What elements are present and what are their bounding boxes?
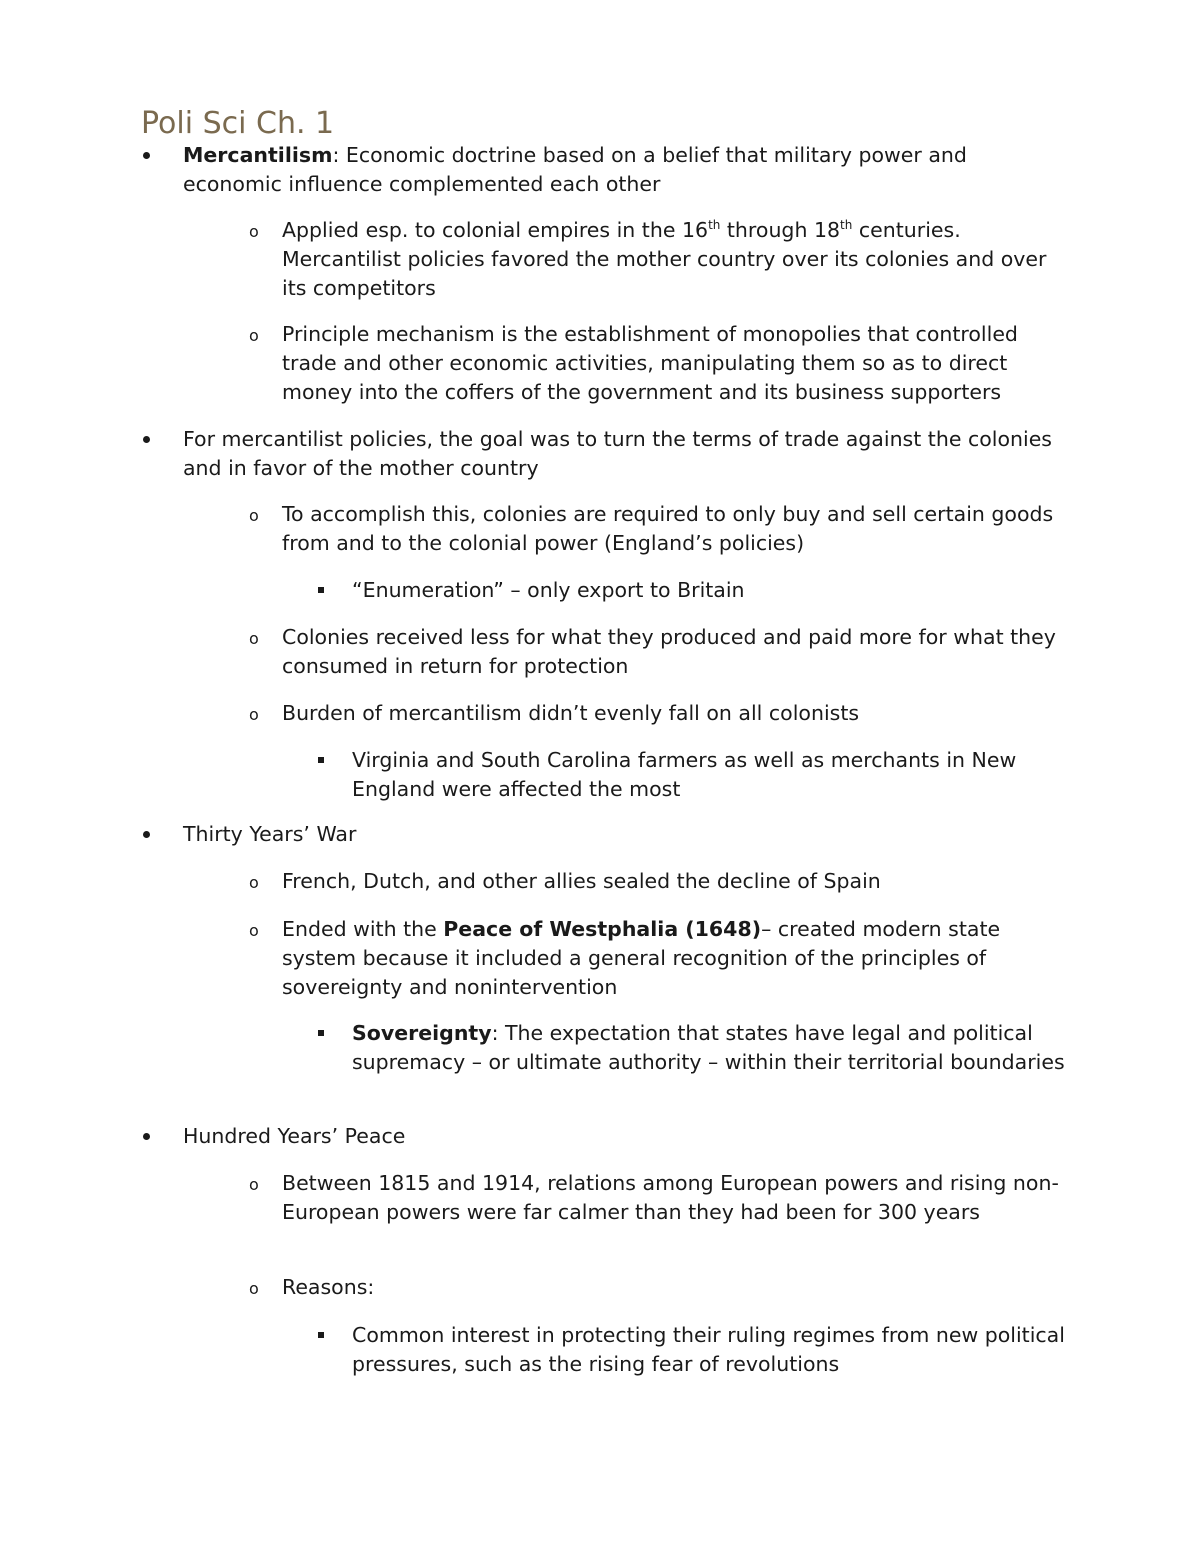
term-peace-of-westphalia: Peace of Westphalia (1648) xyxy=(443,917,762,941)
sub-item-principle-mechanism: o Principle mechanism is the establishment of monopolies that controlled trade and other economic activities, manipulating them so as to direct money into the coffers of the government and its business supporters xyxy=(249,322,1018,404)
square-bullet-icon xyxy=(318,757,324,763)
term-mercantilism: Mercantilism xyxy=(183,143,333,167)
bullet-item-mercantilist-policies: For mercantilist policies, the goal was to turn the terms of trade against the colonies and in favor of the mother country xyxy=(183,425,1063,483)
sub-item-reasons: o Reasons: xyxy=(282,1273,1072,1302)
circle-bullet-icon: o xyxy=(249,506,259,525)
circle-bullet-icon: o xyxy=(249,1175,259,1194)
circle-bullet-icon: o xyxy=(249,629,259,648)
document-title: Poli Sci Ch. 1 xyxy=(141,106,335,141)
sub-sub-item-common-interest: Common interest in protecting their ruling regimes from new political pressures, such as the rising fear of revolutions xyxy=(352,1321,1072,1379)
sub-item-accomplish: o To accomplish this, colonies are required to only buy and sell certain goods from and to the colonial power (England’s policies) xyxy=(249,502,1054,555)
sub-sub-item-sovereignty: Sovereignty: The expectation that states have legal and political supremacy – or ultimate authority – within their territorial boundaries xyxy=(352,1019,1072,1077)
definition-mercantilism: : Economic doctrine based on a belief that military power and economic influence complemented each other xyxy=(183,143,967,196)
sub-item-applied: o Applied esp. to colonial empires in the 16th through 18th centuries. Mercantilist policies favored the mother country over its colonies and over its competitors xyxy=(249,218,1047,300)
sub-item-burden: o Burden of mercantilism didn’t evenly fall on all colonists xyxy=(282,699,1072,728)
sub-item-colonies-received: o Colonies received less for what they produced and paid more for what they consumed in return for protection xyxy=(249,625,1056,678)
sub-sub-item-virginia: Virginia and South Carolina farmers as well as merchants in New England were affected the most xyxy=(352,746,1072,804)
bullet-icon xyxy=(143,1133,150,1140)
circle-bullet-icon: o xyxy=(249,326,259,345)
square-bullet-icon xyxy=(318,1030,324,1036)
circle-bullet-icon: o xyxy=(249,921,259,940)
bullet-icon xyxy=(143,436,150,443)
circle-bullet-icon: o xyxy=(249,873,259,892)
bullet-icon xyxy=(143,831,150,838)
square-bullet-icon xyxy=(318,1332,324,1338)
bullet-item-mercantilism xyxy=(183,141,1063,199)
sub-item-french-dutch: o French, Dutch, and other allies sealed the decline of Spain xyxy=(282,867,1072,896)
bullet-item-thirty-years-war: Thirty Years’ War xyxy=(183,820,1063,849)
sub-item-westphalia: o Ended with the Peace of Westphalia (1648)– created modern state system because it included a general recognition of the principles of sovereignty and nonintervention xyxy=(249,917,1001,999)
sub-sub-item-enumeration: “Enumeration” – only export to Britain xyxy=(352,576,1072,605)
circle-bullet-icon: o xyxy=(249,222,259,241)
square-bullet-icon xyxy=(318,587,324,593)
circle-bullet-icon: o xyxy=(249,1279,259,1298)
term-sovereignty: Sovereignty xyxy=(352,1021,492,1045)
sub-item-between-1815-1914: o Between 1815 and 1914, relations among European powers and rising non-European powers were far calmer than they had been for 300 years xyxy=(249,1171,1059,1224)
circle-bullet-icon: o xyxy=(249,705,259,724)
bullet-item-hundred-years-peace: Hundred Years’ Peace xyxy=(183,1122,1063,1151)
bullet-icon xyxy=(143,152,150,159)
